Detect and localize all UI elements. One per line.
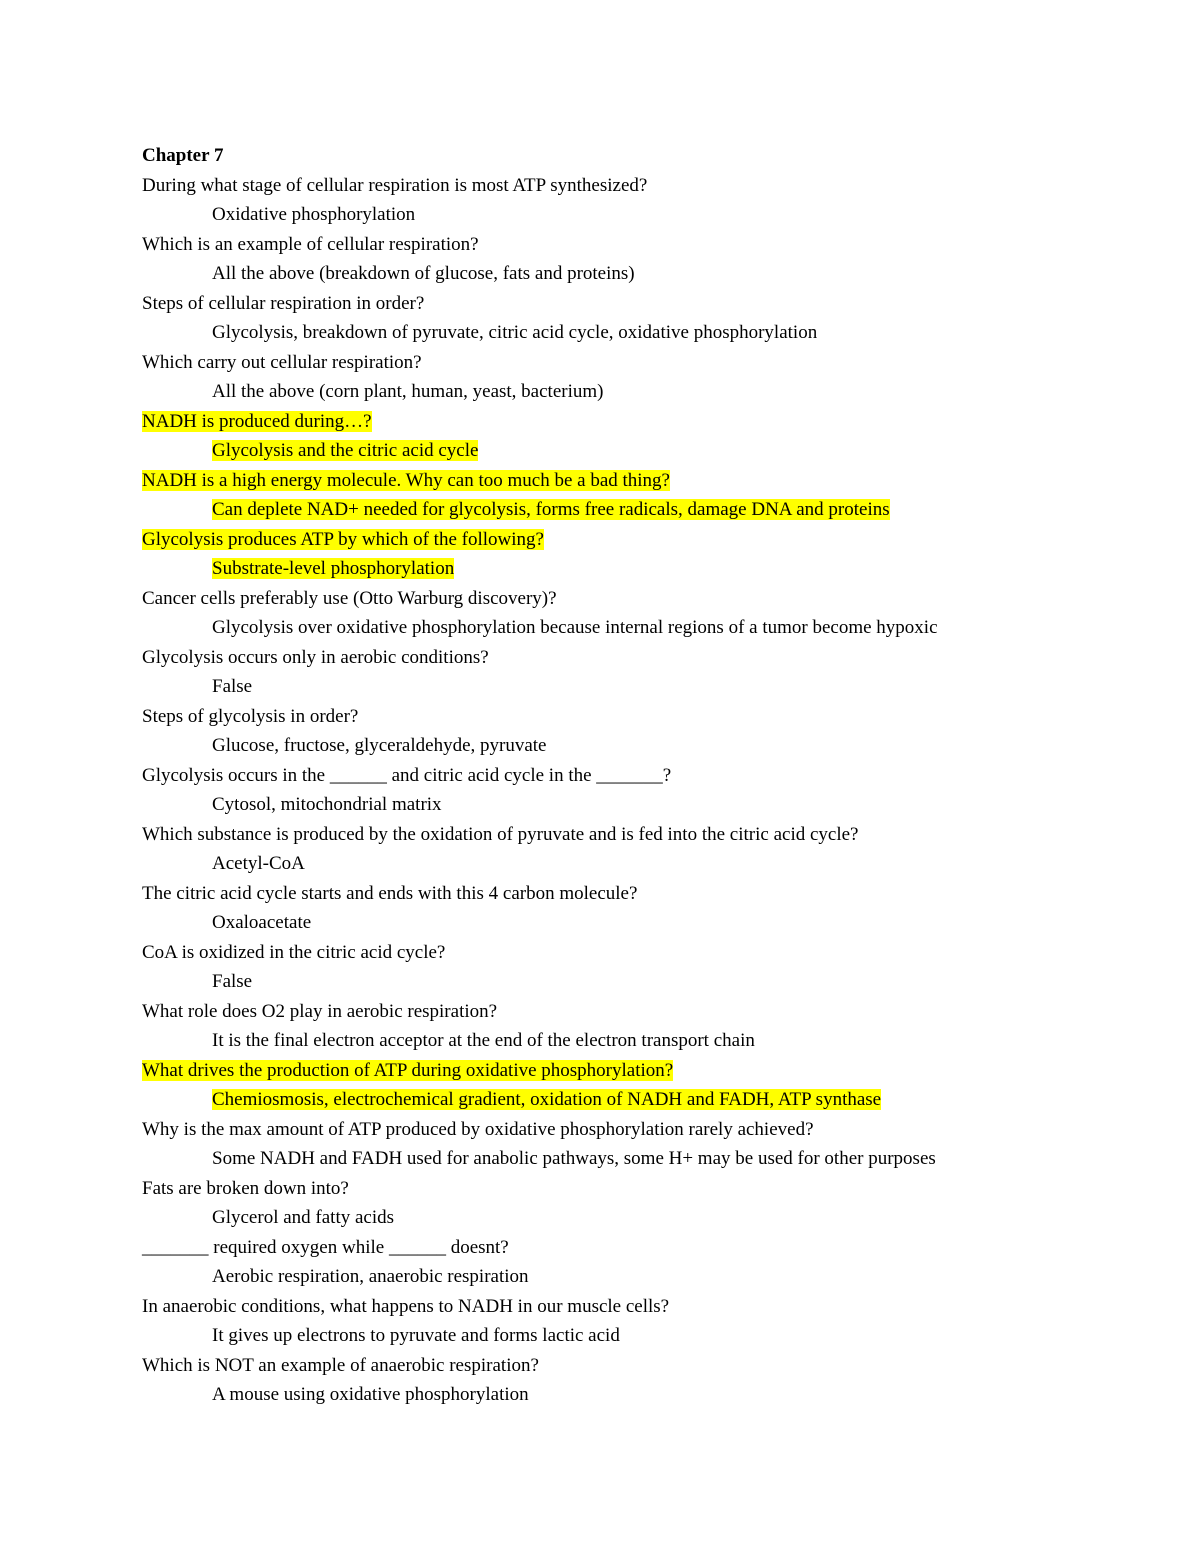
answer-text: Cytosol, mitochondrial matrix [212,794,442,815]
answer-line [142,672,1142,702]
question-text: Glycolysis occurs only in aerobic conditions? [142,646,489,668]
question-line [142,938,1142,968]
answer-line [142,790,1142,820]
question-text: Which is an example of cellular respiration? [142,233,479,255]
answer-text: It gives up electrons to pyruvate and forms lactic acid [212,1325,620,1346]
answer-line [142,967,1142,997]
answer-line [142,613,1142,643]
answer-text: Can deplete NAD+ needed for glycolysis, forms free radicals, damage DNA and proteins [212,499,890,520]
question-line [142,466,1142,496]
answer-line [142,1085,1142,1115]
answer-text: False [212,676,253,697]
question-line [142,997,1142,1027]
answer-line [142,1262,1142,1292]
answer-line [142,731,1142,761]
answer-text: Glycolysis, breakdown of pyruvate, citric acid cycle, oxidative phosphorylation [212,322,818,343]
question-line [142,879,1142,909]
question-line [142,1351,1142,1381]
question-line [142,820,1142,850]
question-line [142,407,1142,437]
question-line [142,230,1142,260]
question-text: _______ required oxygen while ______ doesnt? [142,1236,509,1258]
answer-text: Acetyl-CoA [212,853,305,874]
answer-line [142,1203,1142,1233]
answer-line [142,495,1142,525]
question-text: CoA is oxidized in the citric acid cycle? [142,941,446,963]
answer-text: Oxaloacetate [212,912,312,933]
answer-line [142,849,1142,879]
answer-text: Glucose, fructose, glyceraldehyde, pyruvate [212,735,547,756]
answer-text: All the above (breakdown of glucose, fats and proteins) [212,263,635,284]
question-text: NADH is a high energy molecule. Why can too much be a bad thing? [142,469,670,491]
question-line [142,1056,1142,1086]
chapter-heading: Chapter 7 [142,145,224,166]
question-text: Steps of glycolysis in order? [142,705,359,727]
question-text: In anaerobic conditions, what happens to NADH in our muscle cells? [142,1295,670,1317]
answer-text: Oxidative phosphorylation [212,204,416,225]
question-text: Fats are broken down into? [142,1177,349,1199]
question-text: Why is the max amount of ATP produced by oxidative phosphorylation rarely achieved? [142,1118,814,1140]
answer-line [142,436,1142,466]
question-line [142,1115,1142,1145]
question-line [142,1233,1142,1263]
question-text: Which is NOT an example of anaerobic respiration? [142,1354,539,1376]
question-text: Glycolysis produces ATP by which of the following? [142,528,544,550]
question-line [142,643,1142,673]
answer-line [142,1026,1142,1056]
answer-text: Glycolysis over oxidative phosphorylation because internal regions of a tumor become hypoxic [212,617,938,638]
answer-text: Aerobic respiration, anaerobic respiration [212,1266,529,1287]
question-text: The citric acid cycle starts and ends with this 4 carbon molecule? [142,882,638,904]
answer-text: Chemiosmosis, electrochemical gradient, oxidation of NADH and FADH, ATP synthase [212,1089,882,1110]
question-text: What drives the production of ATP during oxidative phosphorylation? [142,1059,674,1081]
answer-line [142,908,1142,938]
question-text: Steps of cellular respiration in order? [142,292,425,314]
question-line [142,1292,1142,1322]
answer-text: All the above (corn plant, human, yeast, bacterium) [212,381,604,402]
answer-text: False [212,971,253,992]
answer-line [142,259,1142,289]
document-content [142,141,1142,1410]
question-line [142,702,1142,732]
question-line [142,584,1142,614]
answer-text: Substrate-level phosphorylation [212,558,455,579]
answer-line [142,377,1142,407]
answer-line [142,1321,1142,1351]
question-text: NADH is produced during…? [142,410,372,432]
question-line [142,761,1142,791]
question-line [142,1174,1142,1204]
answer-line [142,554,1142,584]
answer-line [142,200,1142,230]
question-text: What role does O2 play in aerobic respiration? [142,1000,498,1022]
answer-text: Glycerol and fatty acids [212,1207,395,1228]
answer-line [142,1144,1142,1174]
question-line [142,525,1142,555]
answer-text: Glycolysis and the citric acid cycle [212,440,479,461]
answer-line [142,318,1142,348]
question-text: During what stage of cellular respiration is most ATP synthesized? [142,174,648,196]
answer-text: Some NADH and FADH used for anabolic pathways, some H+ may be used for other purposes [212,1148,936,1169]
question-text: Glycolysis occurs in the ______ and citric acid cycle in the _______? [142,764,672,786]
answer-line [142,1380,1142,1410]
question-text: Which substance is produced by the oxidation of pyruvate and is fed into the citric acid cycle? [142,823,859,845]
question-line [142,171,1142,201]
question-line [142,289,1142,319]
question-text: Which carry out cellular respiration? [142,351,422,373]
question-line [142,348,1142,378]
question-text: Cancer cells preferably use (Otto Warburg discovery)? [142,587,557,609]
answer-text: It is the final electron acceptor at the end of the electron transport chain [212,1030,755,1051]
answer-text: A mouse using oxidative phosphorylation [212,1384,529,1405]
